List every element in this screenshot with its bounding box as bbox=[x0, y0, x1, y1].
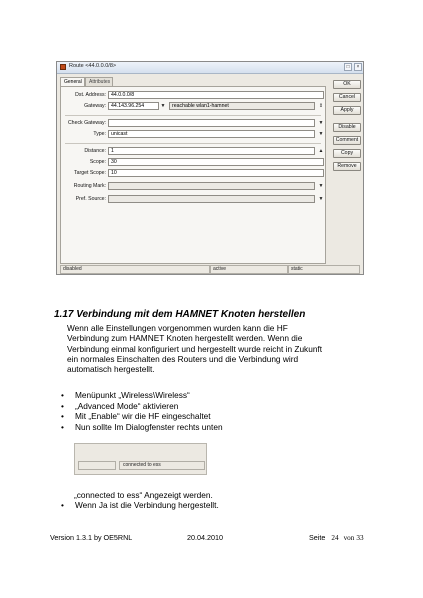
distance-label: Distance: bbox=[84, 148, 106, 154]
paragraph-line: Verbindung einmal konfiguriert und hergestellt wurde reicht in Zukunft bbox=[67, 343, 323, 354]
general-panel bbox=[60, 86, 326, 264]
list-item bbox=[61, 401, 223, 412]
list-item bbox=[61, 500, 219, 511]
cancel-button: Cancel bbox=[333, 93, 361, 102]
footer-date: 20.04.2010 bbox=[187, 533, 223, 542]
routing-mark-field bbox=[108, 182, 315, 190]
distance-toggle-icon: ▲ bbox=[318, 148, 324, 154]
paragraph-line: Verbindung zum HAMNET Knoten hergestellt werden. Wenn die bbox=[67, 333, 303, 344]
pref-source-dropdown-icon: ▼ bbox=[318, 196, 324, 202]
list-item-text: Mit „Enable“ wir die HF eingeschaltet bbox=[75, 411, 211, 422]
after-screenshot-text: „connected to ess“ Angezeigt werden. bbox=[74, 490, 213, 500]
updown-icon: ⇕ bbox=[318, 103, 324, 109]
list-item bbox=[61, 411, 223, 422]
bullet-icon: • bbox=[61, 400, 64, 411]
maximize-icon: □ bbox=[344, 63, 352, 71]
comment-button: Comment bbox=[333, 136, 361, 145]
connection-status-screenshot bbox=[74, 443, 207, 475]
target-scope-label: Target Scope: bbox=[73, 170, 106, 176]
scope-label: Scope: bbox=[89, 159, 106, 165]
status-static: static bbox=[288, 265, 360, 274]
type-field: unicast bbox=[108, 130, 315, 138]
footer-page bbox=[309, 533, 364, 542]
paragraph-line: Wenn alle Einstellungen vorgenommen wurden kann die HF bbox=[67, 323, 288, 333]
page-label: Seite bbox=[309, 533, 326, 542]
routing-mark-label: Routing Mark: bbox=[73, 183, 106, 189]
disable-button: Disable bbox=[333, 123, 361, 132]
list-item bbox=[61, 390, 223, 401]
gateway-dropdown-icon: ▼ bbox=[160, 103, 166, 109]
gateway-label: Gateway: bbox=[84, 103, 106, 109]
distance-field: 1 bbox=[108, 147, 315, 155]
list-item bbox=[61, 422, 223, 433]
check-gateway-dropdown-icon: ▼ bbox=[318, 120, 324, 126]
section-heading: 1.17 Verbindung mit dem HAMNET Knoten herstellen bbox=[54, 309, 306, 320]
check-gateway-field bbox=[108, 119, 315, 127]
list-item-text: Menüpunkt „Wireless\Wireless“ bbox=[75, 390, 190, 400]
routing-mark-dropdown-icon: ▼ bbox=[318, 183, 324, 189]
gateway-field: 44.143.96.254 bbox=[108, 102, 159, 110]
pref-source-field bbox=[108, 195, 315, 203]
paragraph-line: automatisch hergestellt. bbox=[67, 364, 155, 375]
target-scope-field: 10 bbox=[108, 169, 324, 177]
bullet-icon: • bbox=[61, 500, 64, 510]
bullet-icon: • bbox=[61, 411, 64, 422]
status-cell bbox=[78, 461, 116, 470]
gateway-status-field: reachable wlan1-hamnet bbox=[169, 102, 315, 110]
connected-status-cell: connected to ess bbox=[119, 461, 205, 470]
separator bbox=[65, 115, 321, 116]
dialog-statusbar bbox=[60, 265, 360, 274]
tab-general: General bbox=[60, 77, 85, 86]
tab-attributes: Attributes bbox=[85, 77, 113, 86]
check-gateway-label: Check Gateway: bbox=[67, 120, 106, 126]
bullet-icon: • bbox=[61, 390, 64, 400]
dst-address-field: 44.0.0.0/8 bbox=[108, 91, 324, 99]
ok-button: OK bbox=[333, 80, 361, 89]
of-label: von bbox=[343, 534, 355, 542]
app-icon bbox=[60, 64, 66, 70]
type-dropdown-icon: ▼ bbox=[318, 131, 324, 137]
page-total: 33 bbox=[356, 534, 364, 542]
remove-button: Remove bbox=[333, 162, 361, 171]
status-active: active bbox=[210, 265, 288, 274]
route-dialog-screenshot bbox=[56, 61, 364, 275]
dialog-title: Route <44.0.0.0/8> bbox=[69, 63, 117, 69]
apply-button: Apply bbox=[333, 106, 361, 115]
type-label: Type: bbox=[93, 131, 106, 137]
pref-source-label: Pref. Source: bbox=[75, 196, 106, 202]
section-paragraph bbox=[67, 323, 377, 374]
scope-field: 30 bbox=[108, 158, 324, 166]
separator bbox=[65, 143, 321, 144]
bullet-icon: • bbox=[61, 421, 64, 432]
close-icon: × bbox=[354, 63, 362, 71]
list-item-text: Nun sollte Im Dialogfenster rechts unten bbox=[75, 421, 223, 432]
dialog-titlebar bbox=[57, 62, 363, 74]
dst-address-label: Dst. Address: bbox=[75, 92, 106, 98]
bullet-list bbox=[61, 390, 223, 432]
paragraph-line: ein normales Einschalten des Routers und die Verbindung wird bbox=[67, 353, 299, 364]
list-item-text: „Advanced Mode“ aktivieren bbox=[75, 400, 179, 411]
list-item-text: Wenn Ja ist die Verbindung hergestellt. bbox=[75, 500, 219, 510]
copy-button: Copy bbox=[333, 149, 361, 158]
footer-version: Version 1.3.1 by OE5RNL bbox=[50, 533, 133, 542]
status-disabled: disabled bbox=[60, 265, 210, 274]
page-number: 24 bbox=[331, 534, 339, 542]
